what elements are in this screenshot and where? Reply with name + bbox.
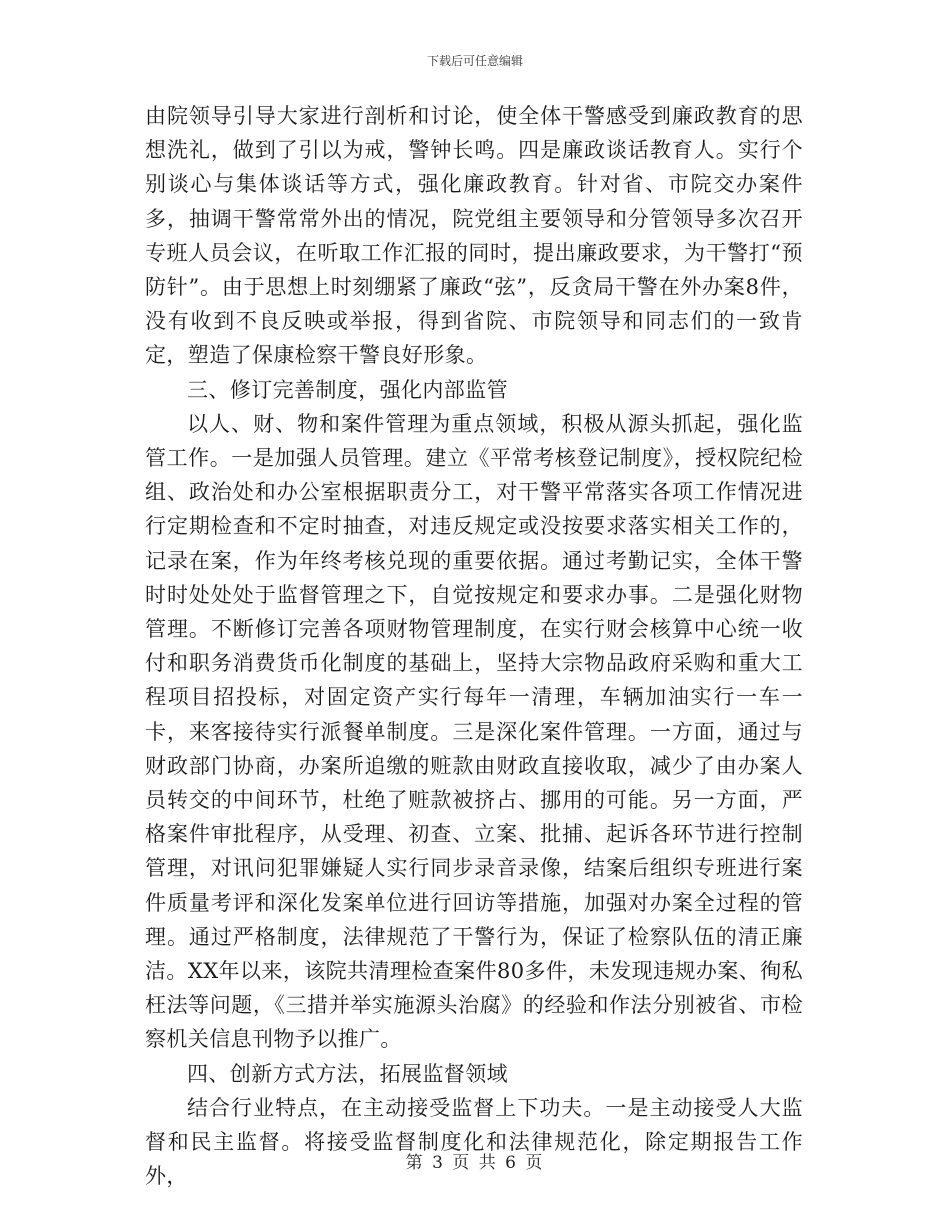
page-number-footer: 第 3 页 共 6 页: [405, 1153, 545, 1173]
paragraph-section-3-body: 以人、财、物和案件管理为重点领域，积极从源头抓起，强化监管工作。一是加强人员管理。建立《平常考核登记制度》，授权院纪检组、政治处和办公室根据职责分工，对干警平常落实各项工作情况进行定期检查和不定时抽查，对违反规定或没按要求落实相关工作的，记录在案，作为年终考核兑现的重要依据。通过考勤记实，全体干警时时处处处于监督管理之下，自觉按规定和要求办事。二是强化财物管理。不断修订完善各项财物管理制度，在实行财会核算中心统一收付和职务消费货币化制度的基础上，坚持大宗物品政府采购和重大工程项目招投标，对固定资产实行每年一清理，车辆加油实行一车一卡，来客接待实行派餐单制度。三是深化案件管理。一方面，通过与财政部门协商，办案所追缴的赃款由财政直接收取，减少了由办案人员转交的中间环节，杜绝了赃款被挤占、挪用的可能。另一方面，严格案件审批程序，从受理、初查、立案、批捕、起诉各环节进行控制管理，对讯问犯罪嫌疑人实行同步录音录像，结案后组织专班进行案件质量考评和深化发案单位进行回访等措施，加强对办案全过程的管理。通过严格制度，法律规范了干警行为，保证了检察队伍的清正廉洁。XX年以来，该院共清理检查案件80多件，未发现违规办案、徇私枉法等问题，《三措并举实施源头治腐》的经验和作法分别被省、市检察机关信息刊物予以推广。: [145, 411, 803, 1052]
section-heading-3: 三、修订完善制度，强化内部监管: [187, 377, 508, 402]
page-header-note: 下载后可任意编辑: [426, 54, 523, 68]
document-body: [145, 99, 803, 1194]
section-heading-4: 四、创新方式方法，拓展监督领域: [187, 1061, 508, 1086]
paragraph-section-4-body: 结合行业特点，在主动接受监督上下功夫。一是主动接受人大监督和民主监督。将接受监督制度化和法律规范化，除定期报告工作外，: [145, 1095, 803, 1189]
paragraph-continuation: 由院领导引导大家进行剖析和讨论，使全体干警感受到廉政教育的思想洗礼，做到了引以为戒，警钟长鸣。四是廉政谈话教育人。实行个别谈心与集体谈话等方式，强化廉政教育。针对省、市院交办案件多，抽调干警常常外出的情况，院党组主要领导和分管领导多次召开专班人员会议，在听取工作汇报的同时，提出廉政要求，为干警打“预防针”。由于思想上时刻绷紧了廉政“弦”，反贪局干警在外办案8件，没有收到不良反映或举报，得到省院、市院领导和同志们的一致肯定，塑造了保康检察干警良好形象。: [145, 104, 803, 368]
